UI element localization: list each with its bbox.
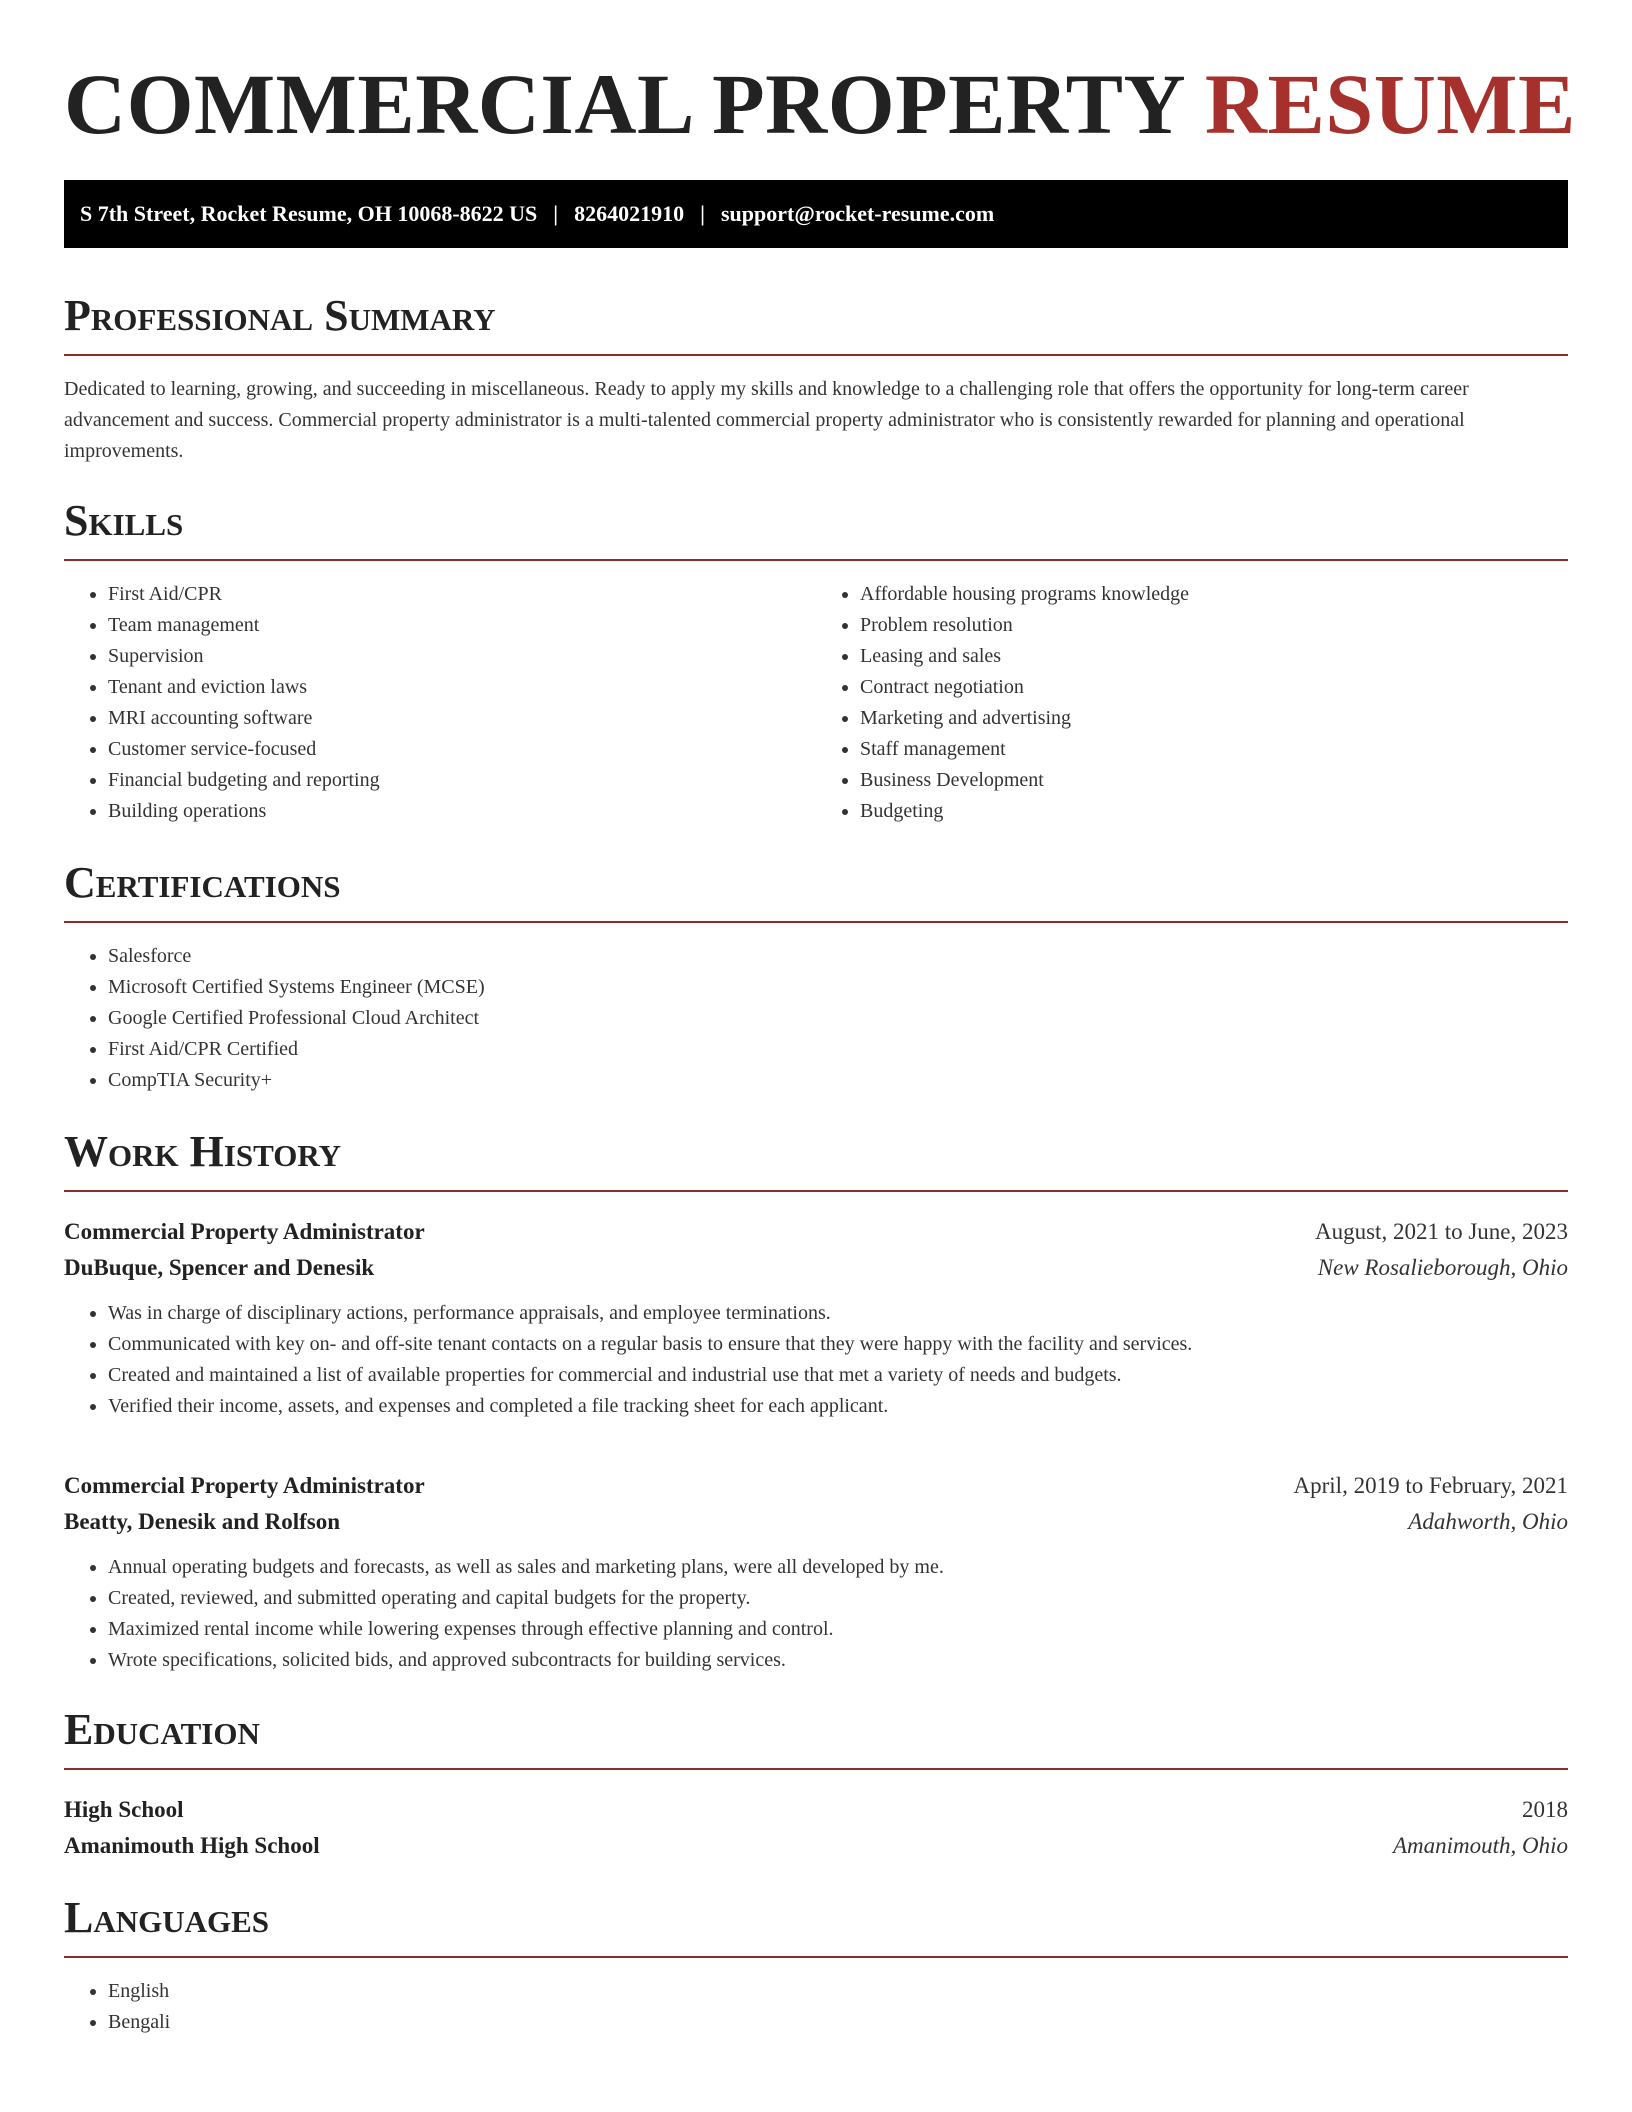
job-dates: August, 2021 to June, 2023	[1315, 1219, 1568, 1244]
job-bullets	[64, 1298, 1568, 1422]
skill-item: • Budgeting	[860, 796, 1568, 827]
skill-item: • Tenant and eviction laws	[108, 672, 816, 703]
education-section	[64, 1706, 1568, 1864]
job-company: DuBuque, Spencer and Denesik	[64, 1255, 375, 1280]
skill-item: • Contract negotiation	[860, 672, 1568, 703]
work-history-section	[64, 1128, 1568, 1676]
job-entry	[64, 1214, 1568, 1422]
contact-separator: |	[700, 201, 705, 226]
skills-grid	[64, 561, 1568, 827]
skill-item: • Staff management	[860, 734, 1568, 765]
job-entry	[64, 1468, 1568, 1676]
summary-section	[64, 292, 1568, 467]
job-dates: April, 2019 to February, 2021	[1293, 1473, 1568, 1498]
languages-list	[64, 1976, 1568, 2038]
title-accent: RESUME	[1204, 56, 1576, 152]
skills-list-right	[816, 579, 1568, 827]
skill-item: • MRI accounting software	[108, 703, 816, 734]
education-location: Amanimouth, Ohio	[1392, 1833, 1568, 1858]
job-header-row	[64, 1214, 1568, 1250]
skill-item: • Marketing and advertising	[860, 703, 1568, 734]
skill-item: • First Aid/CPR	[108, 579, 816, 610]
languages-section	[64, 1894, 1568, 2038]
contact-address: S 7th Street, Rocket Resume, OH 10068-8622 US	[80, 201, 538, 226]
education-school-row	[64, 1828, 1568, 1864]
job-bullet: • Was in charge of disciplinary actions, performance appraisals, and employee terminations.	[108, 1298, 1568, 1329]
job-location: Adahworth, Ohio	[1408, 1509, 1568, 1534]
job-bullet: • Maximized rental income while lowering expenses through effective planning and control.	[108, 1614, 1568, 1645]
skill-item: • Leasing and sales	[860, 641, 1568, 672]
education-degree: High School	[64, 1797, 184, 1822]
contact-email: support@rocket-resume.com	[721, 201, 995, 226]
job-bullet: • Wrote specifications, solicited bids, and approved subcontracts for building services.	[108, 1645, 1568, 1676]
skill-item: • Supervision	[108, 641, 816, 672]
section-heading-certifications: Certifications	[64, 859, 1568, 923]
job-bullet: • Created, reviewed, and submitted operating and capital budgets for the property.	[108, 1583, 1568, 1614]
job-title: Commercial Property Administrator	[64, 1473, 425, 1498]
contact-bar	[64, 180, 1568, 248]
job-company-row	[64, 1504, 1568, 1540]
skills-section	[64, 497, 1568, 827]
section-heading-languages: Languages	[64, 1894, 1568, 1958]
language-item: • English	[108, 1976, 1568, 2007]
skill-item: • Customer service-focused	[108, 734, 816, 765]
job-bullet: • Annual operating budgets and forecasts, as well as sales and marketing plans, were all developed by me.	[108, 1552, 1568, 1583]
certification-item: • CompTIA Security+	[108, 1065, 1568, 1096]
skills-list-left	[64, 579, 816, 827]
resume-title	[64, 54, 1576, 154]
skill-item: • Team management	[108, 610, 816, 641]
job-bullets	[64, 1552, 1568, 1676]
skill-item: • Building operations	[108, 796, 816, 827]
certification-item: • Microsoft Certified Systems Engineer (MCSE)	[108, 972, 1568, 1003]
education-degree-row	[64, 1792, 1568, 1828]
skill-item: • Business Development	[860, 765, 1568, 796]
contact-separator: |	[553, 201, 559, 226]
section-heading-skills: Skills	[64, 497, 1568, 561]
certifications-list	[64, 941, 1568, 1096]
education-school: Amanimouth High School	[64, 1833, 320, 1858]
language-item: • Bengali	[108, 2007, 1568, 2038]
skill-item: • Problem resolution	[860, 610, 1568, 641]
job-location: New Rosalieborough, Ohio	[1317, 1255, 1568, 1280]
certifications-section	[64, 859, 1568, 1096]
skill-item: • Affordable housing programs knowledge	[860, 579, 1568, 610]
job-company-row	[64, 1250, 1568, 1286]
education-year: 2018	[1522, 1797, 1568, 1822]
section-heading-work-history: Work History	[64, 1128, 1568, 1192]
section-heading-summary: Professional Summary	[64, 292, 1568, 356]
title-main: COMMERCIAL PROPERTY	[64, 56, 1183, 152]
job-header-row	[64, 1468, 1568, 1504]
section-heading-education: Education	[64, 1706, 1568, 1770]
job-bullet: • Communicated with key on- and off-site tenant contacts on a regular basis to ensure that they were happy with the facility and services.	[108, 1329, 1568, 1360]
contact-phone: 8264021910	[574, 201, 685, 226]
certification-item: • Salesforce	[108, 941, 1568, 972]
job-bullet: • Verified their income, assets, and expenses and completed a file tracking sheet for each applicant.	[108, 1391, 1568, 1422]
certification-item: • First Aid/CPR Certified	[108, 1034, 1568, 1065]
job-bullet: • Created and maintained a list of available properties for commercial and industrial use that met a variety of needs and budgets.	[108, 1360, 1568, 1391]
job-company: Beatty, Denesik and Rolfson	[64, 1509, 341, 1534]
education-entry	[64, 1792, 1568, 1864]
job-title: Commercial Property Administrator	[64, 1219, 425, 1244]
skill-item: • Financial budgeting and reporting	[108, 765, 816, 796]
certification-item: • Google Certified Professional Cloud Architect	[108, 1003, 1568, 1034]
summary-text: Dedicated to learning, growing, and succeeding in miscellaneous. Ready to apply my skills and knowledge to a challenging role that offers the opportunity for long-term career advancement and success. Commercial property administrator is a multi-talented commercial property administrator who is consistently rewarded for planning and operational improvements.	[64, 378, 1469, 462]
